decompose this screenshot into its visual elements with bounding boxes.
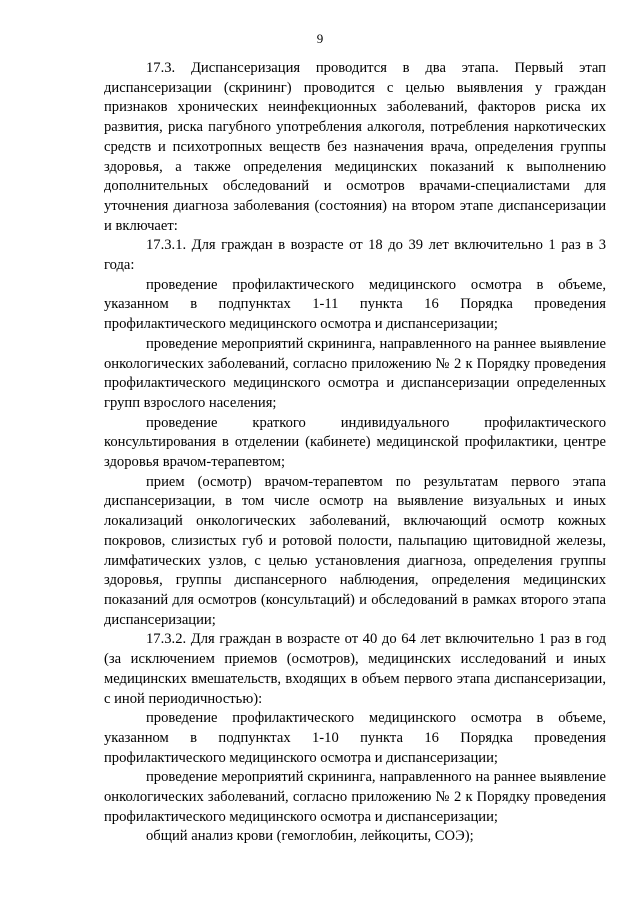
paragraph-17-3: 17.3. Диспансеризация проводится в два этапа. Первый этап диспансеризации (скрининг) проводится с целью выявления у граждан признаков хронических неинфекционных заболеваний, факторов риска их развития, риска пагубного употребления алкоголя, потребления наркотических средств и психотропных веществ без назначения врача, определения группы здоровья, а также определения медицинских показаний к выполнению дополнительных обследований и осмотров врачами-специалистами для уточнения диагноза заболевания (состояния) на втором этапе диспансеризации и включает: [104, 60, 606, 234]
list-item-brief-counseling: проведение краткого индивидуального профилактического консультирования в отделении (кабинете) медицинской профилактики, центре здоровья врачом-терапевтом; [104, 414, 606, 471]
document-body [104, 59, 606, 847]
list-item-cancer-screening-40-64: проведение мероприятий скрининга, направленного на раннее выявление онкологических заболеваний, согласно приложению № 2 к Порядку проведения профилактического медицинского осмотра и диспансеризации; [104, 769, 606, 825]
list-item-therapist-exam: прием (осмотр) врачом-терапевтом по результатам первого этапа диспансеризации, в том числе осмотр на выявление визуальных и иных локализаций онкологических заболеваний, включающий осмотр кожных покровов, слизистых губ и ротовой полости, пальпацию щитовидной железы, лимфатических узлов, с целью установления диагноза, определения группы здоровья, группы диспансерного наблюдения, определения медицинских показаний для осмотров (консультаций) и обследований в рамках второго этапа диспансеризации; [104, 473, 606, 628]
list-item-preventive-exam: проведение профилактического медицинского осмотра в объеме, указанном в подпунктах 1-11 пункта 16 Порядка проведения профилактического медицинского осмотра и диспансеризации; [104, 276, 606, 333]
list-item-preventive-exam-40-64: проведение профилактического медицинского осмотра в объеме, указанном в подпунктах 1-10 пункта 16 Порядка проведения профилактического медицинского осмотра и диспансеризации; [104, 710, 606, 766]
paragraph-17-3-2: 17.3.2. Для граждан в возрасте от 40 до 64 лет включительно 1 раз в год (за исключением приемов (осмотров), медицинских исследований и иных медицинских вмешательств, входящих в объем первого этапа диспансеризации, с иной периодичностью): [104, 631, 606, 707]
paragraph-17-3-1: 17.3.1. Для граждан в возрасте от 18 до 39 лет включительно 1 раз в 3 года: [104, 237, 606, 274]
page-number: 9 [316, 31, 324, 46]
list-item-blood-test: общий анализ крови (гемоглобин, лейкоциты, СОЭ); [146, 828, 474, 845]
list-item-cancer-screening: проведение мероприятий скрининга, направленного на раннее выявление онкологических заболеваний, согласно приложению № 2 к Порядку проведения профилактического медицинского осмотра и диспансеризации определенных групп взрослого населения; [104, 335, 606, 411]
